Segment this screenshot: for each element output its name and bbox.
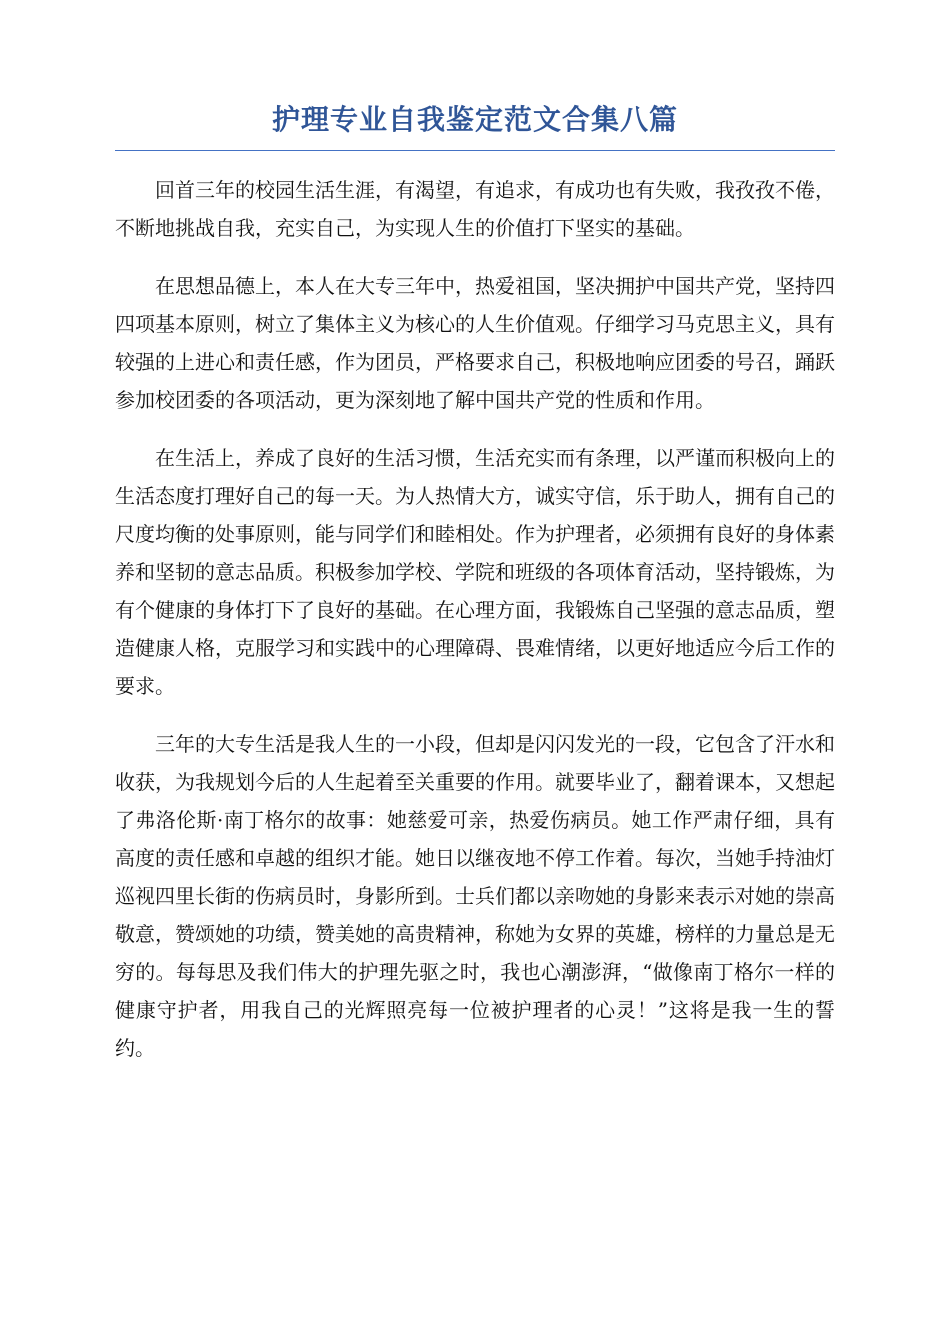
paragraph-life: 在生活上，养成了良好的生活习惯，生活充实而有条理，以严谨而积极向上的生活态度打理好自己的每一天。为人热情大方，诚实守信，乐于助人，拥有自己的尺度均衡的处事原则，能与同学们和睦相处。作为护理者，必须拥有良好的身体素养和坚韧的意志品质。积极参加学校、学院和班级的各项体育活动，坚持锻炼，为有个健康的身体打下了良好的基础。在心理方面，我锻炼自己坚强的意志品质，塑造健康人格，克服学习和实践中的心理障碍、畏难情绪，以更好地适应今后工作的要求。 — [115, 446, 835, 698]
paragraph-nightingale: 三年的大专生活是我人生的一小段，但却是闪闪发光的一段，它包含了汗水和收获，为我规划今后的人生起着至关重要的作用。就要毕业了，翻着课本，又想起了弗洛伦斯·南丁格尔的故事：她慈爱可亲，热爱伤病员。她工作严肃仔细，具有高度的责任感和卓越的组织才能。她日以继夜地不停工作着。每次，当她手持油灯巡视四里长街的伤病员时，身影所到。士兵们都以亲吻她的身影来表示对她的崇高敬意，赞颂她的功绩，赞美她的高贵精神，称她为女界的英雄，榜样的力量总是无穷的。每每思及我们伟大的护理先驱之时，我也心潮澎湃，“做像南丁格尔一样的健康守护者，用我自己的光辉照亮每一位被护理者的心灵！”这将是我一生的誓约。 — [115, 732, 835, 1060]
document-page — [115, 100, 835, 1087]
paragraph-intro: 回首三年的校园生活生涯，有渴望，有追求，有成功也有失败，我孜孜不倦，不断地挑战自我，充实自己，为实现人生的价值打下坚实的基础。 — [115, 178, 835, 240]
title-underline — [115, 150, 835, 151]
paragraph-ideology: 在思想品德上，本人在大专三年中，热爱祖国，坚决拥护中国共产党，坚持四四项基本原则，树立了集体主义为核心的人生价值观。仔细学习马克思主义，具有较强的上进心和责任感，作为团员，严格要求自己，积极地响应团委的号召，踊跃参加校团委的各项活动，更为深刻地了解中国共产党的性质和作用。 — [115, 274, 835, 412]
document-title: 护理专业自我鉴定范文合集八篇 — [271, 103, 678, 136]
